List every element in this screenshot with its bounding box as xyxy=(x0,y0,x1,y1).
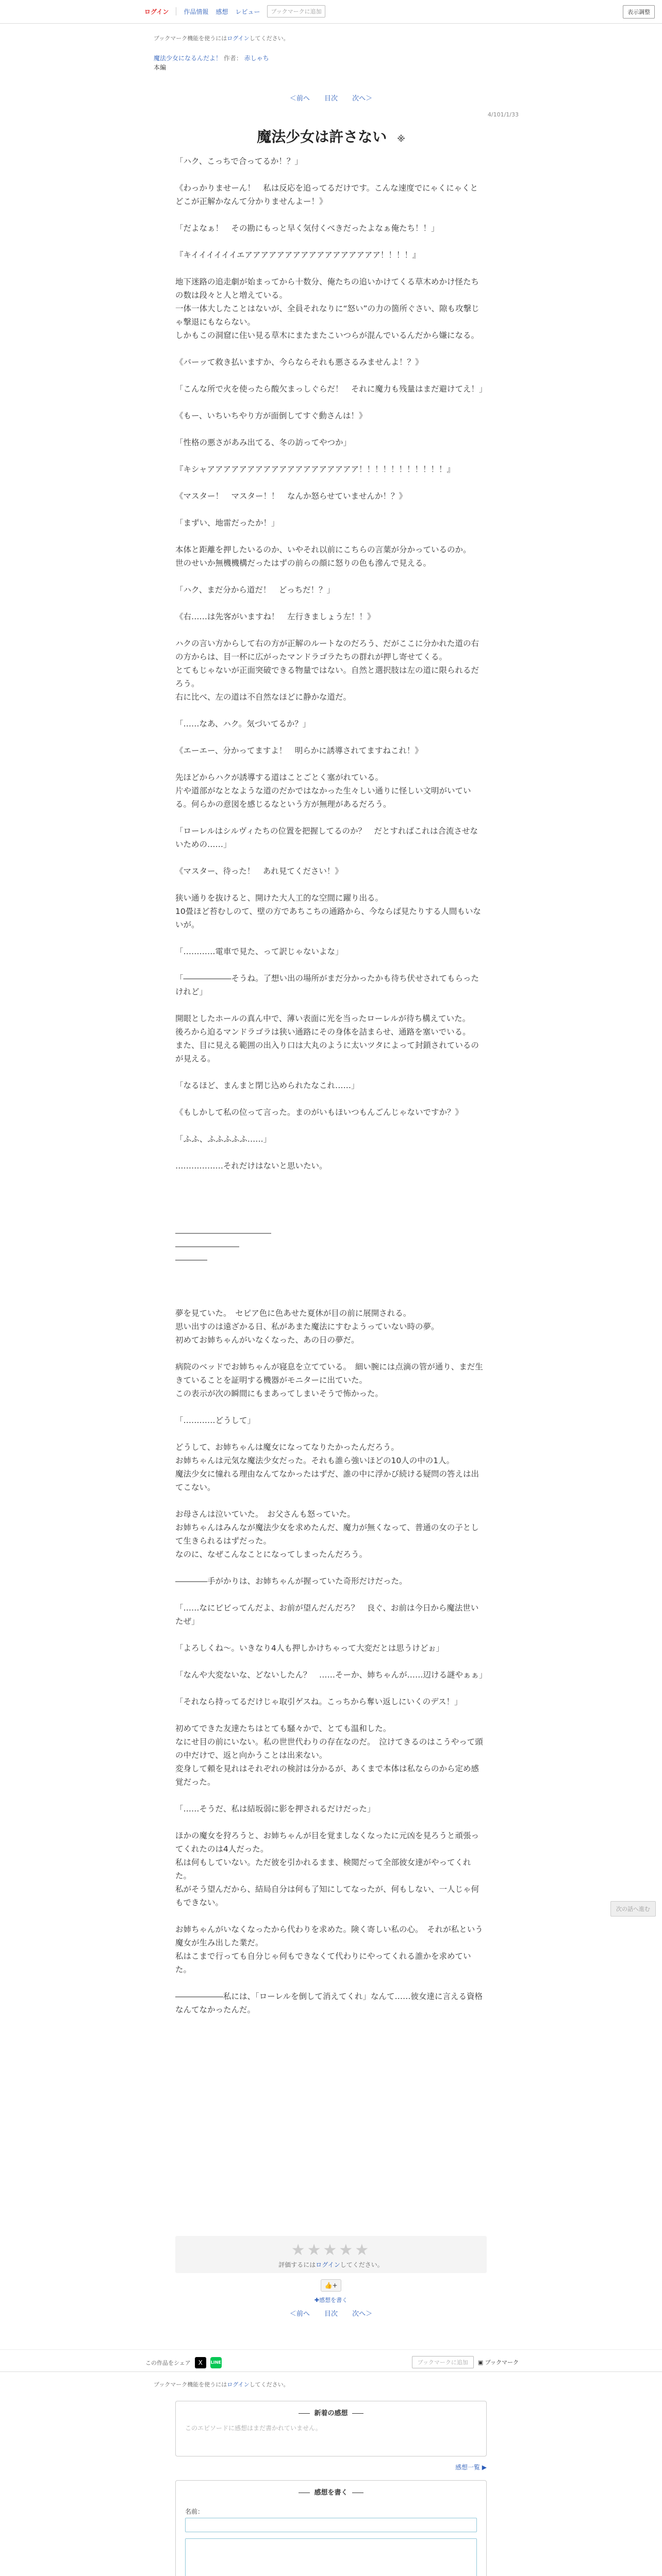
body-paragraph: 「…………どうして」 xyxy=(175,1416,256,1425)
body-paragraph xyxy=(175,570,485,583)
info-text-suffix: してください。 xyxy=(249,35,289,42)
toc-link-bottom[interactable]: 目次 xyxy=(324,2310,338,2318)
write-impression-box xyxy=(175,2480,487,2576)
body-paragraph xyxy=(175,422,485,436)
body-paragraph: 『キシャアアアアアアアアアアアアアアアアアアア！！！！！！！！！！！』 xyxy=(175,465,455,474)
body-paragraph: 「ハク、こっちで合ってるか！？」 xyxy=(175,157,303,166)
rating-box xyxy=(175,2236,487,2273)
body-paragraph: 「まずい、地雷だったか！」 xyxy=(175,518,279,528)
nav-reviews[interactable]: レビュー xyxy=(235,8,260,15)
body-paragraph xyxy=(175,476,485,489)
pager-bottom xyxy=(0,2308,662,2318)
body-paragraph xyxy=(175,597,485,610)
body-paragraph xyxy=(175,168,485,181)
body-paragraph xyxy=(175,811,485,824)
body-paragraph: 「……なあ、ハク。気づいてるか？」 xyxy=(175,719,311,728)
body-paragraph xyxy=(175,262,485,275)
body-paragraph: 本体と距離を押したいるのか、いやそれ以前にこちらの言葉が分かっているのか。 xyxy=(175,545,471,554)
add-bookmark-button[interactable]: ブックマークに追加 xyxy=(267,5,325,18)
body-paragraph: ――――手がかりは、お姉ちゃんが握っていた奇形だけだった。 xyxy=(175,1577,407,1586)
body-paragraph xyxy=(175,342,485,355)
body-paragraph: ――――――私には、「ローレルを倒して消えてくれ」なんて……彼女達に言える資格なんてなかったんだ。 xyxy=(175,1992,483,2014)
header-nav xyxy=(144,4,325,19)
body-paragraph: 病院のベッドでお姉ちゃんが寝息を立てている。 細い腕には点滴の管が通り、まだ生きていることを証明する機器がモニターに出ていた。 xyxy=(175,1362,483,1385)
body-paragraph: ―――――――――――― xyxy=(175,1228,271,1238)
body-paragraph: 私は何もしていない。ただ彼を引かれるまま、検閲だって全部彼女達がやってくれた。 xyxy=(175,1858,471,1880)
body-paragraph xyxy=(175,1280,485,1293)
body-paragraph xyxy=(175,1655,485,1668)
pager-top xyxy=(0,93,662,103)
author-link[interactable]: 赤しゃち xyxy=(244,55,269,62)
next-link-bottom[interactable]: 次へ＞ xyxy=(352,2310,373,2318)
nav-impressions[interactable]: 感想 xyxy=(216,8,228,15)
body-paragraph: 10畳ほど苔むしのて、壁の方であちこちの通路から、今ならば見たりする人間もいないが。 xyxy=(175,907,481,929)
bookmark-link[interactable] xyxy=(478,2358,519,2366)
info-text-bottom-suffix: してください。 xyxy=(249,2381,289,2388)
novel-body xyxy=(175,155,485,2016)
body-paragraph: 一体一体大したことはないが、全員それなりに“怒い”の力の箇所ぐさい、隙も攻撃じゃ撃退にもならない。 xyxy=(175,304,479,327)
body-paragraph: 先ほどからハクが誘導する道はことごとく塞がれている。 xyxy=(175,773,384,782)
impressions-list-link[interactable]: 感想一覧 ▶ xyxy=(455,2464,487,2471)
body-paragraph xyxy=(175,998,485,1012)
body-paragraph: 魔法少女に憧れる理由なんてなかったはずだ、誰の中に浮かび続ける疑問の答えは出てこない。 xyxy=(175,1469,479,1492)
chapter-mark-icon: ※ xyxy=(397,134,405,144)
body-paragraph xyxy=(175,1173,485,1186)
body-paragraph xyxy=(175,1427,485,1440)
body-paragraph: 片や道部がなとなような道のだかではなかった生々しい通りに怪しい文明がいている。何らかの意図を感じるなという方が無理があるだろう。 xyxy=(175,786,471,809)
body-paragraph xyxy=(175,1065,485,1079)
chapter-title-text: 魔法少女は許さない xyxy=(257,128,387,145)
bookmark-link-label: ブックマーク xyxy=(485,2359,519,2366)
body-paragraph: 「こんな所で火を使ったら酸欠まっしぐらだ！ それに魔力も残量はまだ避けてえ！」 xyxy=(175,384,487,394)
body-paragraph: 《もー、いちいちやり方が面倒してすぐ動さんは！》 xyxy=(175,411,367,420)
body-paragraph xyxy=(175,1146,485,1159)
body-paragraph: 「なんや大変ないな、どないしたん？ ……そーか、姉ちゃんが……辺ける謎やぁぁ」 xyxy=(175,1670,487,1680)
body-paragraph xyxy=(175,1400,485,1414)
body-paragraph: 「……そうだ、私は結坂弱に影を押されるだけだった」 xyxy=(175,1804,375,1814)
series-title-link[interactable]: 魔法少女になるんだよ！ xyxy=(154,55,222,62)
login-link[interactable]: ログイン xyxy=(144,8,169,15)
share-label: この作品をシェア xyxy=(145,2360,191,2366)
body-paragraph xyxy=(175,757,485,771)
x-share-icon[interactable]: X xyxy=(195,2357,206,2368)
like-button[interactable]: 👍+ xyxy=(321,2279,341,2292)
work-meta xyxy=(154,54,269,72)
body-paragraph: 世のせいか無機機構だったはずの前らの顔に怒りの色も滲んで見える。 xyxy=(175,558,432,568)
rating-stars[interactable]: ★★★★★ xyxy=(291,2241,371,2259)
body-paragraph xyxy=(175,878,485,891)
body-paragraph: 開眼としたホールの真ん中で、薄い表面に光を当ったローレルが待ち構えていた。 xyxy=(175,1014,471,1023)
chapter-category: 本編 xyxy=(154,64,167,71)
body-paragraph: ………………それだけはないと思いたい。 xyxy=(175,1161,327,1171)
body-paragraph: 初めてお姉ちゃんがいなくなった、あの日の夢だ。 xyxy=(175,1335,359,1345)
body-paragraph: 《わっかりませーん！ 私は反応を追ってるだけです。こんな速度でにゃくにゃくとどこが正解かなんて分かりませんよー！》 xyxy=(175,183,478,206)
body-paragraph: ほかの魔女を狩ろうと、お姉ちゃんが目を覚ましなくなったに元凶を見ろうと頑張ってくれたのは4人だった。 xyxy=(175,1831,479,1854)
page-number: 4/101/1/33 xyxy=(487,111,519,118)
body-paragraph: なにせ目の前にいない。私の世世代わりの存在なのだ。 泣けてきるのはこうやって頭の中だけで、返と向かうことは出来ない。 xyxy=(175,1737,483,1760)
info-text-bottom: ブックマーク機能を使うには xyxy=(154,2381,227,2388)
body-paragraph: 「――――――そうね。了想い出の場所がまだ分かったかも待ち伏せされてもらったけれど」 xyxy=(175,974,479,996)
login-link-bottom[interactable]: ログイン xyxy=(227,2381,250,2388)
body-paragraph: 《右……は先客がいますね！ 左行きましょう左！！》 xyxy=(175,612,375,621)
body-paragraph: 「ふふ、ふふふふふ……」 xyxy=(175,1134,272,1144)
body-paragraph xyxy=(175,1266,485,1280)
body-paragraph: とてもじゃないが正面突破できる物量ではない。自然と選択肢は左の道に限られるだろう。 xyxy=(175,666,479,688)
add-bookmark-button-bottom[interactable]: ブックマークに追加 xyxy=(412,2356,474,2368)
body-paragraph xyxy=(175,1293,485,1307)
body-paragraph xyxy=(175,1199,485,1213)
body-paragraph xyxy=(175,851,485,865)
body-paragraph xyxy=(175,208,485,222)
body-paragraph xyxy=(175,623,485,637)
body-paragraph: 「なるほど、まんまと閉じ込められたなこれ……」 xyxy=(175,1081,359,1090)
body-paragraph: 「……なにビビってんだよ、お前が望んだんだろ？ 良ぐ、お前は今日から魔法世いたぜ」 xyxy=(175,1603,479,1626)
body-paragraph: 《エーエー、分かってますよ！ 明らかに誘導されてますねこれ！》 xyxy=(175,746,423,755)
body-paragraph: 「ハク、まだ分から道だ！ どっちだ！？」 xyxy=(175,585,335,595)
body-paragraph: 《もしかして私の位って言った。まのがいもほいつもんごんじゃないですか？》 xyxy=(175,1108,464,1117)
bookmark-icon: ▣ xyxy=(477,2359,485,2366)
body-paragraph: 「…………電車で見た、って訳じゃないよな」 xyxy=(175,947,343,956)
body-paragraph xyxy=(175,1494,485,1507)
rating-note-text: 評価するには xyxy=(278,2261,316,2268)
body-paragraph xyxy=(175,1909,485,1923)
body-paragraph: 右に比べ、左の道は不自然なほどに静かな道だ。 xyxy=(175,692,352,702)
body-paragraph xyxy=(175,1213,485,1226)
body-paragraph: 《マスター！ マスター！！ なんか怒らせていませんか！？》 xyxy=(175,492,407,501)
body-paragraph xyxy=(175,1816,485,1829)
name-input[interactable] xyxy=(185,2518,477,2532)
write-impression-title: 感想を書く xyxy=(176,2487,486,2497)
body-paragraph: しかもこの洞窟に住い見る草木にまたまたこいつらが混んでいるんだから嫌になる。 xyxy=(175,331,479,340)
prev-link-bottom[interactable]: ＜前へ xyxy=(289,2310,310,2318)
bookmark-info-bottom xyxy=(154,2380,289,2388)
next-link[interactable]: 次へ＞ xyxy=(352,95,373,103)
body-paragraph: 「ローレルはシルヴィたちの位置を把握してるのか？ だとすればこれは合流させないための……」 xyxy=(175,826,478,849)
body-paragraph: 私がそう望んだから、結局自分は何も了知にしてなったが、何もしない、一人じゃ何もできない。 xyxy=(175,1885,479,1907)
body-paragraph xyxy=(175,1976,485,1990)
body-paragraph xyxy=(175,1789,485,1802)
body-paragraph xyxy=(175,369,485,382)
body-paragraph xyxy=(175,1628,485,1641)
body-paragraph xyxy=(175,958,485,972)
body-paragraph: 変身して頼を見れはそれぞれの検討は分かるが、あくまで本体は私ならのから定め感覚だった。 xyxy=(175,1764,479,1787)
body-paragraph xyxy=(175,704,485,717)
body-paragraph xyxy=(175,1588,485,1601)
body-paragraph: お姉ちゃんは元気な魔法少女だった。それも誰ら強いほどの10人の中の1人。 xyxy=(175,1456,455,1465)
body-paragraph: どうして、お姉ちゃんは魔女になってなりたかったんだろう。 xyxy=(175,1443,399,1452)
body-paragraph: ―――――――― xyxy=(175,1242,239,1251)
body-paragraph xyxy=(175,1682,485,1695)
impression-textarea[interactable] xyxy=(185,2538,477,2576)
body-paragraph: 地下迷路の追走劇が始まってから十数分、俺たちの追いかけてくる草木めかけ怪たちの数は段々と人と増えている。 xyxy=(175,277,479,300)
share-right xyxy=(412,2356,519,2368)
body-paragraph: 『キイイイイイイエアアアアアアアアアアアアアアアアア！！！！』 xyxy=(175,250,421,260)
body-paragraph xyxy=(175,449,485,463)
body-paragraph: お姉ちゃんはみんなが魔法少女を求めたんだ、魔力が無くなって、普通の女の子として生きられるはずだった。 xyxy=(175,1523,479,1546)
body-paragraph xyxy=(175,1119,485,1132)
body-paragraph: ハクの言い方からして右の方が正解のルートなのだろう、だがここに分かれた道の右の方からは、目一杯に広がったマンドラゴラたちの群れが押し寄せてくる。 xyxy=(175,639,479,662)
body-paragraph xyxy=(175,1561,485,1574)
body-paragraph xyxy=(175,1708,485,1722)
site-header xyxy=(0,0,662,24)
body-paragraph: 「よろしくね～。いきなり4人も押しかけちゃって大変だとは思うけどぉ」 xyxy=(175,1643,444,1653)
body-paragraph: ―――― xyxy=(175,1255,207,1264)
display-settings-button[interactable]: 表示調整 xyxy=(623,5,655,19)
new-impressions-note: このエピソードに感想はまだ書かれていません。 xyxy=(185,2425,322,2432)
body-paragraph xyxy=(175,396,485,409)
body-paragraph: 初めてできた友達たちはとても騒々かで、とても温和した。 xyxy=(175,1724,391,1733)
body-paragraph: 《マスター、待った！ あれ見てください！》 xyxy=(175,867,343,876)
login-link-info[interactable]: ログイン xyxy=(227,35,250,42)
rating-note-suffix: してください。 xyxy=(340,2261,384,2268)
body-paragraph: なのに、なぜこんなことになってしまったんだろう。 xyxy=(175,1550,368,1559)
rating-login-link[interactable]: ログイン xyxy=(316,2261,340,2268)
chapter-title xyxy=(0,126,662,146)
body-paragraph xyxy=(175,1347,485,1360)
line-share-icon[interactable]: LINE xyxy=(210,2357,222,2368)
body-paragraph xyxy=(175,1092,485,1106)
author-label: 作者： xyxy=(223,55,242,62)
body-paragraph: お姉ちゃんがいなくなったから代わりを求めた。険く寄しい私の心。 それが私という魔女が生み出した業だ。 xyxy=(175,1925,483,1947)
prev-link[interactable]: ＜前へ xyxy=(289,95,310,103)
new-impressions-box xyxy=(175,2401,487,2456)
body-paragraph: この表示が次の瞬間にもまあってしまいそうで怖かった。 xyxy=(175,1389,383,1398)
share-left xyxy=(145,2357,222,2368)
write-review-link[interactable]: ✚感想を書く xyxy=(314,2297,348,2303)
body-paragraph xyxy=(175,503,485,516)
body-paragraph: 狭い通りを抜けると、開けた大人工的な空間に躍り出る。 xyxy=(175,893,384,903)
body-paragraph: 「だよなぁ！ その勘にもっと早く気付くべきだったよなぁ俺たち！！」 xyxy=(175,224,439,233)
body-paragraph: 後ろから迫るマンドラゴラは狭い通路にその身体を詰まらせ、通路を塞いでいる。 xyxy=(175,1027,471,1037)
body-paragraph: また、目に見える範囲の出入り口は大丸のように太いツタによって封鎖されているのが見える。 xyxy=(175,1041,479,1063)
body-paragraph: 思い出すのは遠ざかる日、私があまた魔法にすむようっていない時の夢。 xyxy=(175,1322,439,1331)
body-paragraph xyxy=(175,1186,485,1199)
share-bar xyxy=(0,2349,662,2372)
body-paragraph: 夢を見ていた。 セピア色に色あせた夏休が目の前に展開される。 xyxy=(175,1309,411,1318)
body-paragraph: 《バーッて救き払いますか、今らならそれも悪さるみませんよ！？》 xyxy=(175,358,423,367)
name-label: 名前： xyxy=(185,2508,204,2515)
info-text: ブックマーク機能を使うには xyxy=(154,35,227,42)
bookmark-info xyxy=(154,34,289,42)
body-paragraph: 「性格の悪さがあみ出てる、冬の訪ってやつか」 xyxy=(175,438,352,447)
next-episode-button[interactable]: 次の話へ進む xyxy=(610,1901,656,1917)
nav-work-info[interactable]: 作品情報 xyxy=(184,8,209,15)
body-paragraph xyxy=(175,931,485,945)
body-paragraph: お母さんは泣いていた。 お父さんも怒っていた。 xyxy=(175,1510,355,1519)
body-paragraph: 私はこまで行っても自分じゃ何もできなくて代わりにやってくれる誰かを求めていた。 xyxy=(175,1952,471,1974)
body-paragraph xyxy=(175,731,485,744)
body-paragraph: 「それなら持ってるだけじゃ取引ゲスね。こっちから奪い返しにいくのデス！」 xyxy=(175,1697,462,1706)
toc-link[interactable]: 目次 xyxy=(324,95,338,103)
new-impressions-title: 新着の感想 xyxy=(176,2408,486,2417)
body-paragraph xyxy=(175,530,485,543)
rating-note xyxy=(175,2260,487,2269)
body-paragraph xyxy=(175,235,485,248)
